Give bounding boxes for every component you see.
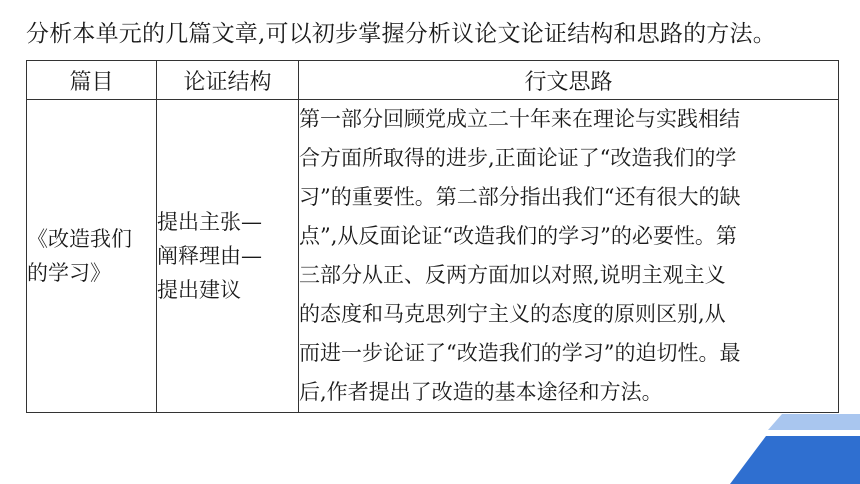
- intro-text: 分析本单元的几篇文章,可以初步掌握分析议论文论证结构和思路的方法。: [26, 21, 776, 47]
- idea-line: 而进一步论证了“改造我们的学习”的迫切性。最: [299, 341, 741, 365]
- structure-line: 阐释理由—: [157, 244, 262, 268]
- idea-line: 点”,从反面论证“改造我们的学习”的必要性。第: [299, 224, 737, 248]
- idea-line: 合方面所取得的进步,正面论证了“改造我们的学: [299, 146, 737, 170]
- deco-light-band: [768, 414, 860, 430]
- idea-line: 的态度和马克思列宁主义的态度的原则区别,从: [299, 302, 726, 326]
- idea-line: 第一部分回顾党成立二十年来在理论与实践相结: [299, 107, 740, 131]
- structure-line: 提出建议: [157, 278, 241, 302]
- header-idea: 行文思路: [299, 61, 839, 100]
- corner-decoration: [710, 414, 860, 484]
- cell-title: [27, 100, 157, 413]
- idea-line: 三部分从正、反两方面加以对照,说明主观主义: [299, 263, 726, 287]
- cell-structure: [157, 100, 299, 413]
- table-header-row: [27, 61, 839, 100]
- header-title: 篇目: [27, 61, 157, 100]
- argument-structure-table: [26, 60, 839, 413]
- table-row: [27, 100, 839, 413]
- cell-idea: [299, 100, 839, 413]
- idea-line: 习”的重要性。第二部分指出我们“还有很大的缺: [299, 185, 741, 209]
- structure-line: 提出主张—: [157, 210, 262, 234]
- title-line: 《改造我们: [27, 227, 132, 251]
- title-line: 的学习》: [27, 261, 111, 285]
- idea-line: 后,作者提出了改造的基本途径和方法。: [299, 380, 663, 404]
- header-structure: 论证结构: [157, 61, 299, 100]
- deco-dark-block: [730, 436, 860, 484]
